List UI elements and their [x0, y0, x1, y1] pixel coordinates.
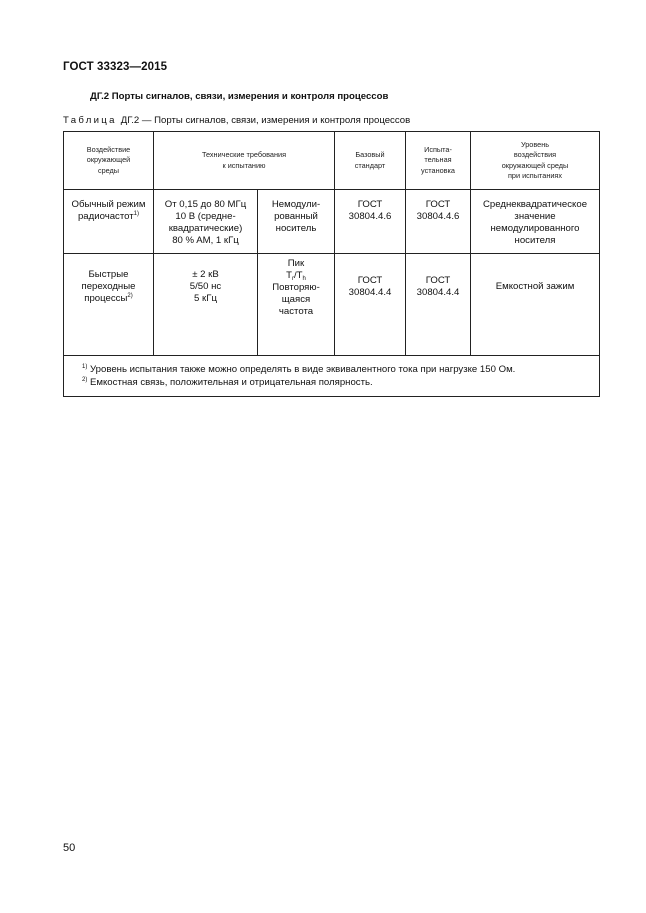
table-cell: Емкостной зажим	[471, 254, 600, 356]
table-cell: ± 2 кВ 5/50 нс 5 кГц	[154, 254, 258, 356]
table-cell: От 0,15 до 80 МГц 10 В (средне- квадратические) 80 % AM, 1 кГц	[154, 190, 258, 254]
header-cell-standard: Базовый стандарт	[335, 132, 406, 190]
section-title: ДГ.2 Порты сигналов, связи, измерения и контроля процессов	[90, 91, 389, 102]
table-cell: Немодули- рованный носитель	[258, 190, 335, 254]
table-caption	[63, 115, 410, 126]
header-cell-environment: Воздействие окружающей среды	[64, 132, 154, 190]
footnote: $^{1)}$ Уровень испытания также можно определять в виде эквивалентного тока при нагрузке 150 Ом.	[82, 364, 516, 375]
table-row	[64, 190, 600, 254]
footnotes-cell	[64, 356, 600, 397]
header-cell-setup: Испыта- тельная установка	[406, 132, 471, 190]
data-table	[63, 131, 600, 397]
page-number: 50	[63, 842, 76, 854]
table-cell: Пик $T_r/T_h$ Повторяю- щаяся частота	[258, 254, 335, 356]
table-cell: Быстрые переходные процессы$^{2)}$	[64, 254, 154, 356]
header-cell-requirements: Технические требования к испытанию	[154, 132, 335, 190]
footnote: $^{2)}$ Емкостная связь, положительная и отрицательная полярность.	[82, 377, 373, 388]
table-header-row	[64, 132, 600, 190]
table-cell: ГОСТ 30804.4.4	[406, 254, 471, 356]
table-caption-text: ДГ.2 — Порты сигналов, связи, измерения и контроля процессов	[120, 115, 411, 126]
table-cell: Среднеквадратическое значение немодулированного носителя	[471, 190, 600, 254]
document-header: ГОСТ 33323—2015	[63, 61, 168, 73]
table-cell: ГОСТ 30804.4.6	[335, 190, 406, 254]
table-row	[64, 254, 600, 356]
table-caption-prefix: Таблица	[63, 115, 117, 126]
table-footnotes-row	[64, 356, 600, 397]
table-cell: Обычный режим радиочастот$^{1)}$	[64, 190, 154, 254]
header-cell-level: Уровень воздействия окружающей среды при испытаниях	[471, 132, 600, 190]
table-cell: ГОСТ 30804.4.6	[406, 190, 471, 254]
table-cell: ГОСТ 30804.4.4	[335, 254, 406, 356]
